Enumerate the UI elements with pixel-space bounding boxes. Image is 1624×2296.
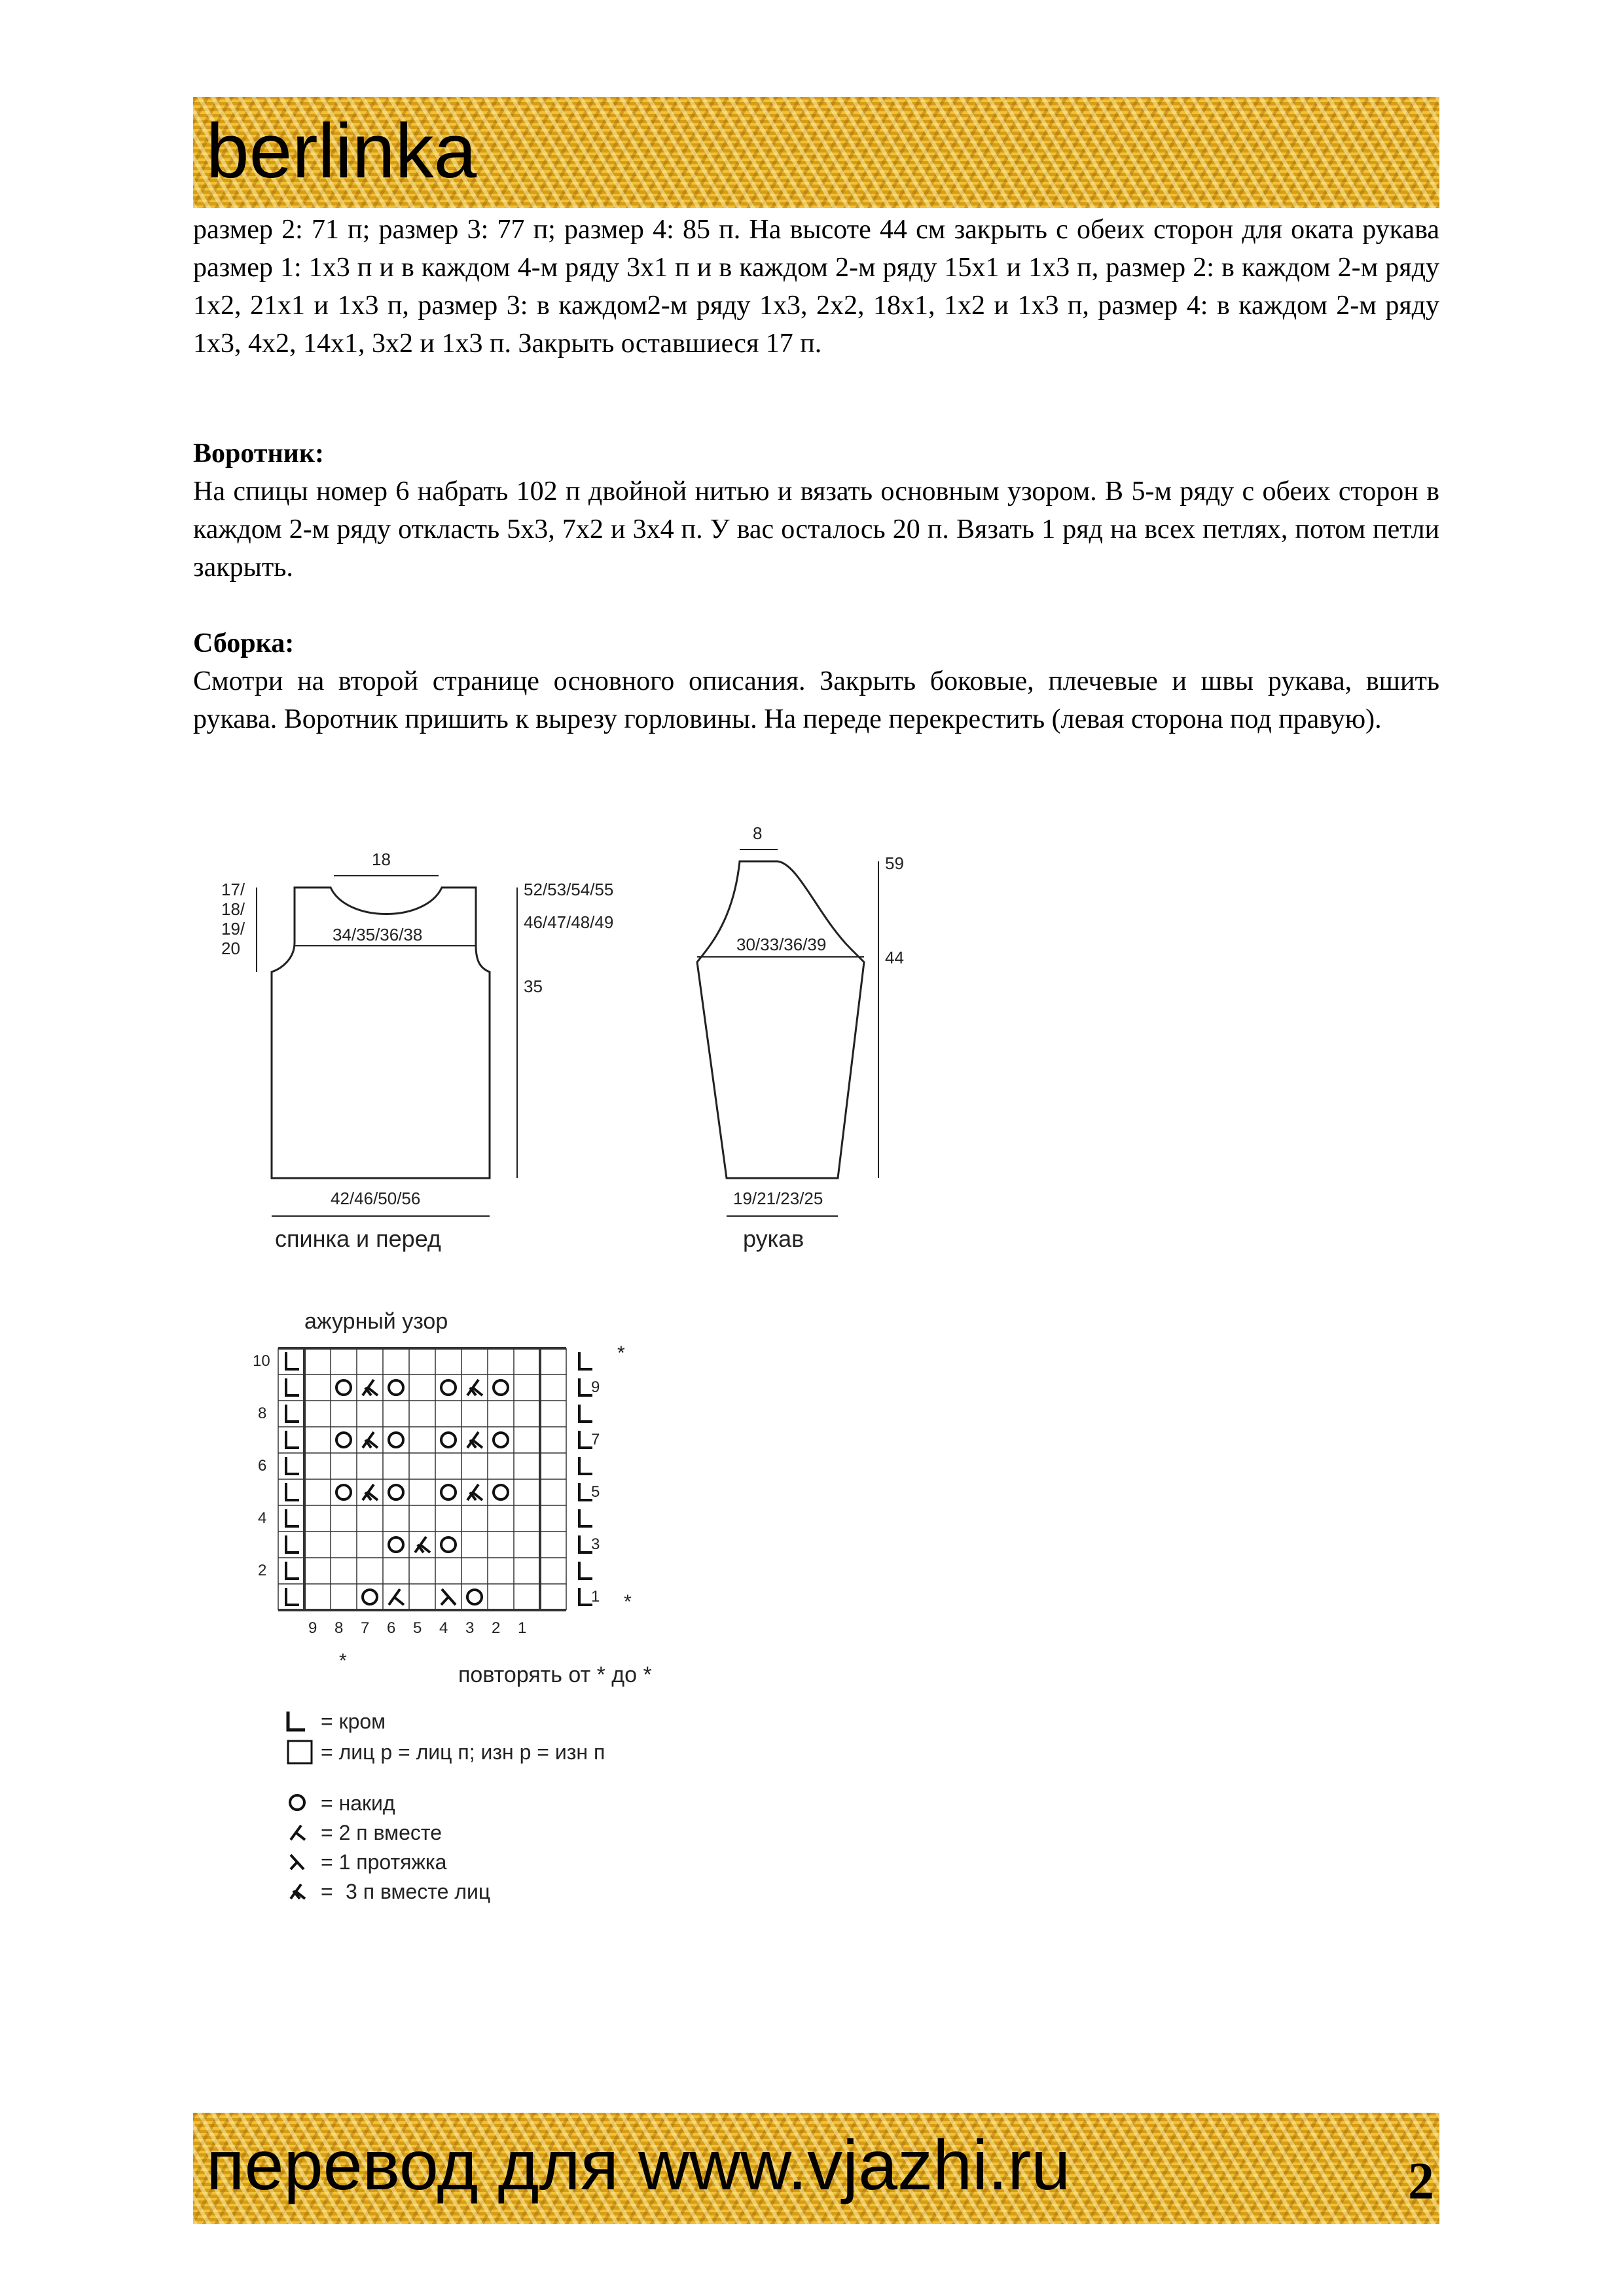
sleeve-outline [697,861,864,1178]
edge-stitch-icon [579,1457,592,1474]
edge-stitch-icon [579,1431,592,1448]
sleeve-height-cap-label: 44 [885,948,904,967]
yarn-over-icon [363,1590,377,1604]
empty-cell-icon [288,1741,312,1763]
intro-paragraph [193,211,1439,363]
intro-line: размер 2: 71 п; размер 3: 77 п; размер 4: 85 п. На высоте 44 см закрыть с обеих сторон [193,215,1234,245]
repeat-note: повторять от * до * [458,1662,652,1687]
edge-stitch-icon [579,1405,592,1422]
column-number: 5 [413,1619,422,1637]
sleeve-caption: рукав [743,1225,804,1252]
assembly-line: рукава, вшить рукава. Воротник пришить к вырезу горловины. На переде перекрестить [193,666,1439,734]
edge-stitch-icon [286,1405,299,1422]
k3tog-icon [291,1884,305,1899]
left-label: 18/ [221,899,245,919]
edge-stitch-icon [286,1588,299,1605]
star-marker: * [339,1650,347,1672]
sleeve-upper-label: 30/33/36/39 [736,935,827,954]
k3tog-icon [363,1484,378,1500]
sleeve-bottom-label: 19/21/23/25 [733,1189,823,1208]
column-number: 2 [492,1619,501,1637]
edge-stitch-icon [286,1562,299,1579]
footer-text: перевод для www.vjazhi.ru [206,2125,1071,2204]
collar-paragraph [193,473,1439,586]
row-number: 8 [258,1405,267,1422]
assembly-heading: Сборка: [193,628,295,658]
row-number: 5 [591,1483,600,1501]
column-number: 8 [334,1619,344,1637]
edge-stitch-icon [579,1562,592,1579]
row-number: 10 [253,1352,270,1370]
k3tog-icon [363,1380,378,1395]
yarn-over-icon [389,1433,403,1447]
collar-line: На спицы номер 6 набрать 102 п двойной нитью и вязать основным узором. В 5-м ряду [193,476,1235,507]
column-number: 7 [361,1619,370,1637]
header-banner [193,97,1439,208]
chart-legend [288,1710,605,1903]
legend-label: = 1 протяжка [321,1850,447,1874]
k2tog-icon [291,1825,305,1840]
intro-line: для оката рукава размер 1: 1х3 п и в каждом 4-м ряду 3х1 п и в каждом 2-м ряду 15х1 и [193,215,1439,283]
column-number: 1 [518,1619,527,1637]
star-marker: * [617,1342,625,1364]
assembly-line: Смотри на второй странице основного описания. Закрыть боковые, плечевые и швы [193,666,1254,696]
chart-grid [278,1348,566,1610]
row-number: 6 [258,1457,267,1475]
edge-stitch-icon [579,1378,592,1395]
k3tog-icon [363,1432,378,1448]
legend-prefix: = [321,1880,333,1903]
edge-stitch-icon [286,1431,299,1448]
legend-label: = накид [321,1791,395,1815]
edge-stitch-icon [286,1378,299,1395]
edge-stitch-icon [286,1509,299,1526]
neck-width-label: 18 [372,850,391,869]
edge-stitch-icon [579,1535,592,1552]
edge-stitch-icon [579,1509,592,1526]
collar-line: 1 ряд на всех петлях, потом петли закрыть. [193,514,1440,583]
sleeve-height-total-label: 59 [885,853,904,873]
sleeve-top-label: 8 [753,823,763,843]
yarn-over-icon [336,1433,351,1447]
left-label: 19/ [221,919,245,939]
k2tog-icon [389,1589,404,1605]
column-number: 4 [439,1619,448,1637]
intro-line: 2х2, 18х1, 1х2 и 1х3 п, размер 4: в каждом 2-м ряду 1х3, 4х2, 14х1, 3х2 и 1х3 п. Закрыть [193,291,1440,359]
footer-banner [193,2113,1439,2224]
column-number: 9 [308,1619,317,1637]
k3tog-icon [415,1537,430,1552]
yarn-over-icon [441,1485,456,1499]
legend-label: = лиц р = лиц п; изн р = изн п [321,1740,605,1764]
row-number: 3 [591,1535,600,1553]
body-caption: спинка и перед [275,1225,441,1252]
bottom-width-label: 42/46/50/56 [331,1189,421,1208]
collar-heading: Воротник: [193,439,325,469]
garment-schematic [190,812,956,1270]
left-label: 17/ [221,880,245,899]
intro-line: оставшиеся 17 п. [621,329,822,359]
left-label: 20 [221,939,240,958]
row-number: 2 [258,1562,267,1579]
edge-stitch-icon [286,1483,299,1500]
ssk-icon [291,1855,304,1869]
yarn-over-icon [290,1795,304,1810]
chart-title: ажурный узор [304,1309,448,1334]
edge-stitch-icon [579,1352,592,1369]
height-armhole-label: 46/47/48/49 [524,912,614,932]
yarn-over-icon [389,1537,403,1552]
yarn-over-icon [467,1590,482,1604]
row-number: 4 [258,1509,267,1527]
yarn-over-icon [389,1485,403,1499]
edge-stitch-icon [579,1588,592,1605]
k3tog-icon [467,1380,482,1395]
k3tog-icon [467,1432,482,1448]
edge-stitch-icon [579,1483,592,1500]
column-number: 3 [465,1619,475,1637]
assembly-line: (левая сторона под правую). [1051,704,1382,734]
legend-label: = 2 п вместе [321,1821,442,1844]
chart-symbols [286,1352,592,1605]
edge-stitch-icon [286,1457,299,1474]
edge-stitch-icon [286,1352,299,1369]
row-number: 9 [591,1378,600,1396]
edge-stitch-icon [288,1712,305,1730]
legend-label: 3 п вместе лиц [346,1880,491,1903]
brand-title: berlinka [206,108,477,194]
yarn-over-icon [441,1537,456,1552]
height-top-label: 52/53/54/55 [524,880,614,899]
column-number: 6 [387,1619,396,1637]
yarn-over-icon [441,1380,456,1395]
edge-stitch-icon [286,1535,299,1552]
ssk-icon [441,1589,456,1605]
assembly-paragraph [193,662,1439,738]
collar-line: с обеих сторон в каждом 2-м ряду откласть 5х3, 7х2 и 3х4 п. У вас осталось 20 п. Вязать [193,476,1439,545]
yarn-over-icon [441,1433,456,1447]
page-number: 2 [1408,2153,1434,2210]
legend-label: = кром [321,1710,386,1733]
yarn-over-icon [494,1433,508,1447]
yarn-over-icon [494,1485,508,1499]
yarn-over-icon [494,1380,508,1395]
intro-line: 1х3 п, размер 2: в каждом 2-м ряду 1х2, 21х1 и 1х3 п, размер 3: в каждом2-м ряду 1х3, [193,253,1439,321]
row-number: 7 [591,1431,600,1448]
height-side-label: 35 [524,977,543,996]
row-number: 1 [591,1588,600,1605]
shoulder-width-label: 34/35/36/38 [333,925,423,944]
star-marker: * [624,1591,632,1613]
lace-chart [190,1299,713,1937]
yarn-over-icon [336,1380,351,1395]
k3tog-icon [467,1484,482,1500]
yarn-over-icon [336,1485,351,1499]
yarn-over-icon [389,1380,403,1395]
